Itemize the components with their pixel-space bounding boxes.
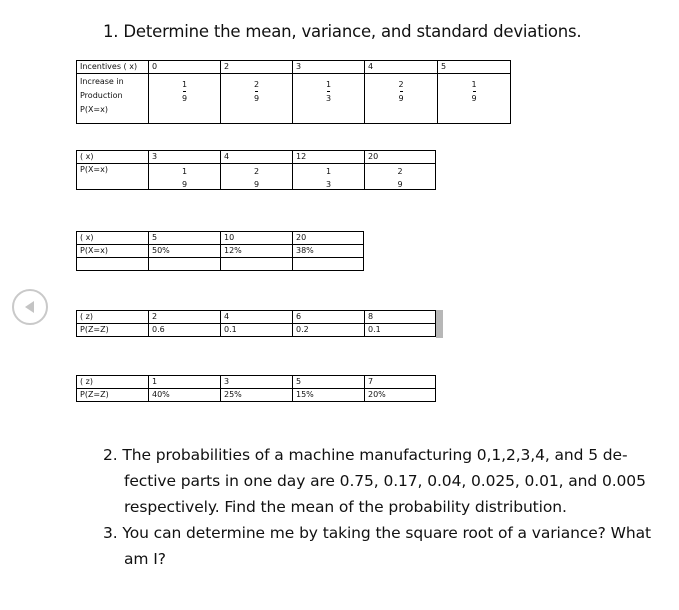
header-cell: 5 <box>293 376 365 389</box>
fraction <box>296 167 361 188</box>
probability-cell <box>365 164 436 190</box>
table-row <box>77 74 511 124</box>
fraction <box>152 80 217 103</box>
table-z-decimal <box>76 310 436 337</box>
header-cell: 5 <box>438 61 511 74</box>
fraction-denominator: 9 <box>181 180 188 188</box>
header-cell: 20 <box>293 232 364 245</box>
header-cell: 6 <box>293 311 365 324</box>
fraction-denominator: 9 <box>181 94 188 103</box>
table-z-percent <box>76 375 436 402</box>
value-cell: 15% <box>293 389 365 402</box>
value-cell: 0.2 <box>293 324 365 337</box>
header-cell: 2 <box>149 311 221 324</box>
header-cell: 10 <box>221 232 293 245</box>
header-cell: ( z) <box>77 311 149 324</box>
header-cell: 3 <box>221 376 293 389</box>
question-3: 3. You can determine me by taking the square root of a variance? What am I? <box>103 524 651 568</box>
header-cell: 1 <box>149 376 221 389</box>
fraction <box>224 80 289 103</box>
fraction <box>152 167 217 188</box>
fraction-bar <box>400 91 403 92</box>
header-cell: ( x) <box>77 151 149 164</box>
back-button[interactable] <box>12 289 48 325</box>
header-cell: 2 <box>221 61 293 74</box>
fraction-bar <box>473 91 476 92</box>
fraction-bar <box>183 91 186 92</box>
fraction-numerator: 2 <box>398 80 404 89</box>
fraction-numerator: 1 <box>325 80 332 89</box>
header-cell: 12 <box>293 151 365 164</box>
value-cell: 40% <box>149 389 221 402</box>
fraction-numerator: 2 <box>253 167 260 176</box>
value-cell: 50% <box>149 245 221 258</box>
fraction-denominator: 9 <box>253 180 260 188</box>
row-label: P(X=x) <box>77 245 149 258</box>
table-row <box>77 324 436 337</box>
header-cell: 4 <box>221 151 293 164</box>
header-cell: 7 <box>365 376 436 389</box>
table-header-row <box>77 232 364 245</box>
empty-cell <box>77 258 149 271</box>
fraction <box>296 80 361 103</box>
question-1-heading: 1. Determine the mean, variance, and standard deviations. <box>103 22 582 41</box>
header-cell: ( z) <box>77 376 149 389</box>
header-cell: 8 <box>365 311 436 324</box>
value-cell: 0.1 <box>221 324 293 337</box>
fraction-numerator: 1 <box>181 80 188 89</box>
row-label-line: P(X=x) <box>80 105 108 114</box>
row-label <box>77 74 149 124</box>
header-cell: 4 <box>221 311 293 324</box>
value-cell: 0.6 <box>149 324 221 337</box>
header-cell: 3 <box>293 61 365 74</box>
fraction-numerator: 1 <box>471 80 477 89</box>
table-x-fractions <box>76 150 436 190</box>
table-x-percent <box>76 231 364 271</box>
header-cell: 4 <box>365 61 438 74</box>
empty-cell <box>149 258 221 271</box>
table-row-empty <box>77 258 364 271</box>
row-label-line: Increase in <box>80 77 124 86</box>
value-cell: 0.1 <box>365 324 436 337</box>
row-label: P(Z=Z) <box>77 324 149 337</box>
value-cell: 12% <box>221 245 293 258</box>
table-incentives <box>76 60 511 124</box>
value-cell: 25% <box>221 389 293 402</box>
fraction-numerator: 2 <box>253 80 260 89</box>
header-cell: Incentives ( x) <box>77 61 149 74</box>
fraction-bar <box>327 91 330 92</box>
row-label: P(X=x) <box>77 164 149 190</box>
header-cell: 5 <box>149 232 221 245</box>
back-arrow-icon <box>23 299 37 315</box>
header-cell: 20 <box>365 151 436 164</box>
header-cell: 0 <box>149 61 221 74</box>
probability-cell <box>438 74 511 124</box>
fraction-denominator: 3 <box>325 180 332 188</box>
fraction-numerator: 1 <box>325 167 332 176</box>
fraction-denominator: 9 <box>397 180 403 188</box>
fraction <box>224 167 289 188</box>
question-2: 2. The probabilities of a machine manufacturing 0,1,2,3,4, and 5 de-fective parts in one day are 0.75, 0.17, 0.04, 0.025, 0.01, and 0.005 respectively. Find the mean of the probability distribution. <box>103 446 646 516</box>
row-label: P(Z=Z) <box>77 389 149 402</box>
fraction <box>441 80 507 103</box>
fraction-denominator: 3 <box>325 94 332 103</box>
fraction-numerator: 2 <box>397 167 403 176</box>
fraction <box>368 80 434 103</box>
table-header-row <box>77 311 436 324</box>
value-cell: 38% <box>293 245 364 258</box>
table-resize-handle[interactable] <box>436 310 443 338</box>
fraction-denominator: 9 <box>253 94 260 103</box>
header-cell: ( x) <box>77 232 149 245</box>
probability-cell <box>365 74 438 124</box>
probability-cell <box>293 74 365 124</box>
row-label-line: Production <box>80 91 123 100</box>
questions-list <box>103 442 653 572</box>
probability-cell <box>221 74 293 124</box>
table-header-row <box>77 376 436 389</box>
probability-cell <box>293 164 365 190</box>
fraction-numerator: 1 <box>181 167 188 176</box>
table-row <box>77 245 364 258</box>
fraction-denominator: 9 <box>398 94 404 103</box>
fraction-bar <box>255 91 258 92</box>
table-row <box>77 389 436 402</box>
table-header-row <box>77 151 436 164</box>
probability-cell <box>149 74 221 124</box>
header-cell: 3 <box>149 151 221 164</box>
table-header-row <box>77 61 511 74</box>
empty-cell <box>293 258 364 271</box>
probability-cell <box>221 164 293 190</box>
probability-cell <box>149 164 221 190</box>
table-row <box>77 164 436 190</box>
empty-cell <box>221 258 293 271</box>
fraction <box>368 167 432 188</box>
value-cell: 20% <box>365 389 436 402</box>
fraction-denominator: 9 <box>471 94 477 103</box>
